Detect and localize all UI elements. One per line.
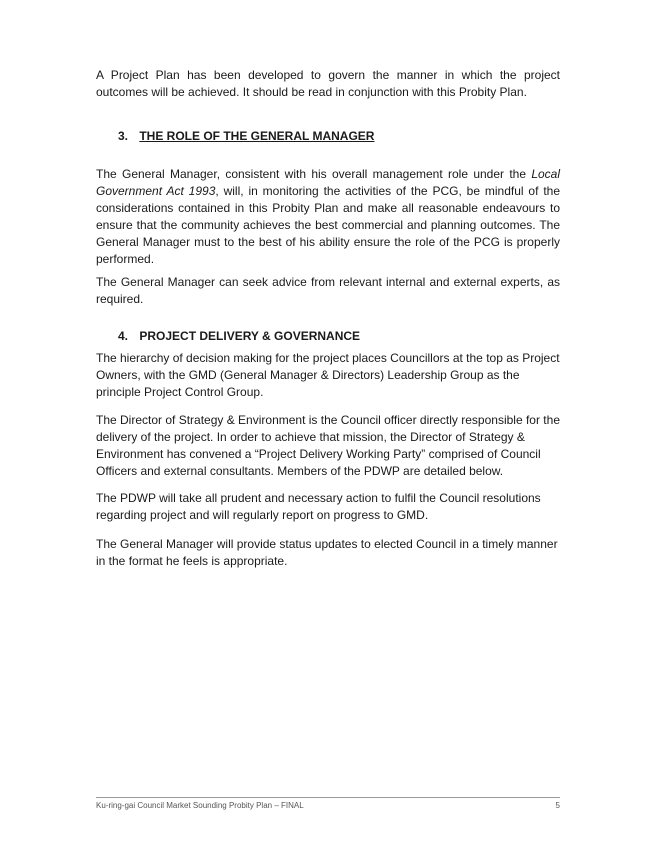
paragraph-seek-advice: The General Manager can seek advice from relevant internal and external experts, as required.	[96, 275, 560, 306]
footer-document-title: Ku-ring-gai Council Market Sounding Probity Plan – FINAL	[96, 801, 304, 810]
section-heading-project-delivery	[118, 328, 360, 345]
section-title: PROJECT DELIVERY & GOVERNANCE	[139, 329, 361, 343]
paragraph-director-role: The Director of Strategy & Environment is the Council officer directly responsible for the delivery of the project. In order to achieve that mission, the Director of Strategy & Environment has convened a “Project Delivery Working Party” comprised of Council Officers and external consultants. Members of the PDWP are detailed below.	[96, 413, 560, 478]
footer-page-number: 5	[555, 801, 560, 810]
paragraph-project-plan: A Project Plan has been developed to govern the manner in which the project outcomes will be achieved. It should be read in conjunction with this Probity Plan.	[96, 68, 560, 99]
act-name: Local Government Act 1993	[96, 167, 560, 198]
paragraph-text: , will, in monitoring the activities of the PCG, be mindful of the considerations contained in this Probity Plan and make all reasonable endeavours to ensure that the community achieves the best commercial and planning outcomes. The General Manager must to the best of his ability ensure the role of the PCG is properly performed.	[96, 184, 560, 266]
paragraph-hierarchy: The hierarchy of decision making for the project places Councillors at the top as Project Owners, with the GMD (General Manager & Directors) Leadership Group as the principle Project Control Group.	[96, 351, 560, 399]
paragraph-pdwp-actions: The PDWP will take all prudent and necessary action to fulfil the Council resolutions regarding project and will regularly report on progress to GMD.	[96, 491, 541, 522]
paragraph-general-manager-role	[96, 166, 560, 268]
section-heading-role-of-general-manager	[118, 128, 374, 145]
section-title: THE ROLE OF THE GENERAL MANAGER	[139, 129, 375, 143]
paragraph-status-updates: The General Manager will provide status updates to elected Council in a timely manner in the format he feels is appropriate.	[96, 537, 558, 568]
section-number: 3.	[118, 129, 129, 143]
footer-divider	[96, 797, 560, 798]
section-number: 4.	[118, 329, 129, 343]
paragraph-text: The General Manager, consistent with his overall management role under the	[96, 167, 532, 181]
